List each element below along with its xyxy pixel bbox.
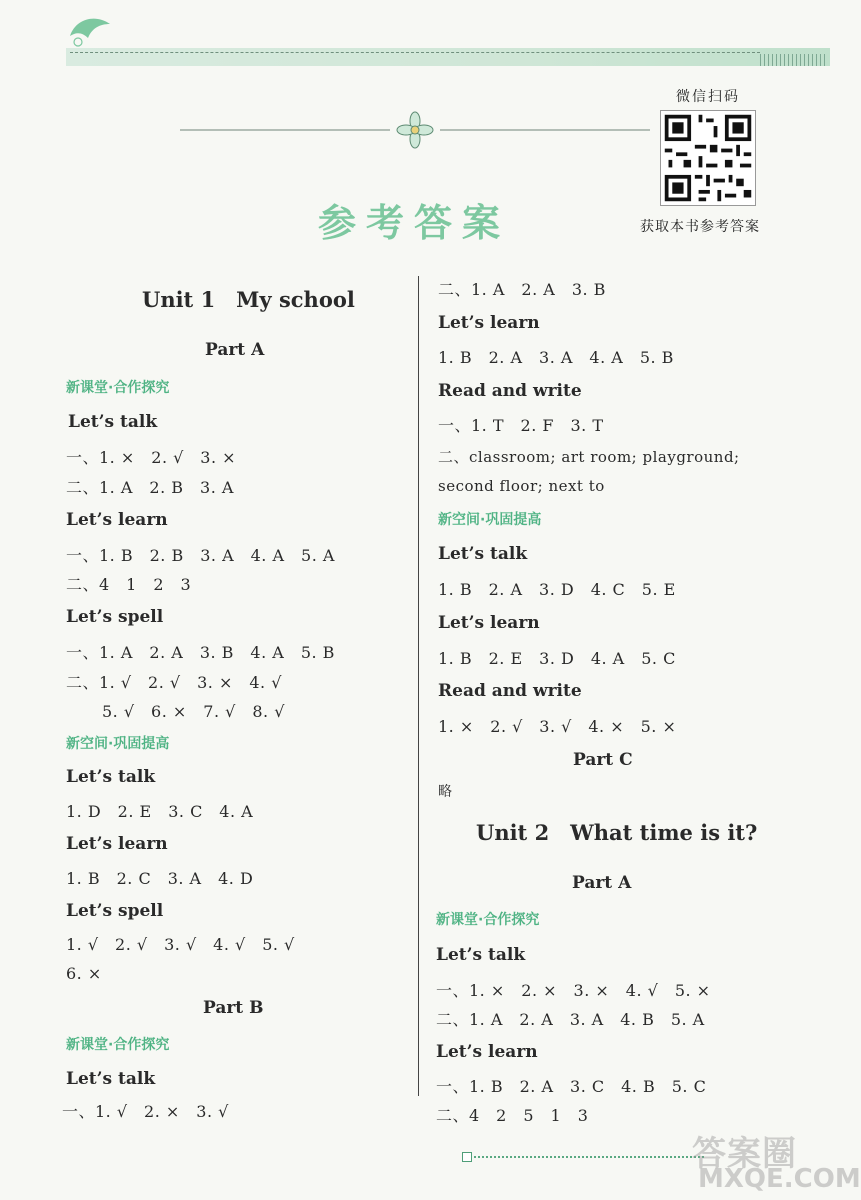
answer-line: 一、1. √ 2. × 3. √ xyxy=(62,1102,229,1121)
subsection-heading: Let’s talk xyxy=(66,1069,156,1089)
qr-caption: 微信扫码 xyxy=(676,89,740,105)
section-label: 新课堂·合作探究 xyxy=(436,912,540,928)
answer-line: 一、1. T 2. F 3. T xyxy=(438,416,604,435)
qr-subcaption: 获取本书参考答案 xyxy=(640,219,760,235)
subsection-heading: Let’s learn xyxy=(66,510,168,530)
answer-line: 1. × 2. √ 3. √ 4. × 5. × xyxy=(438,717,677,736)
answer-line: 1. D 2. E 3. C 4. A xyxy=(66,802,254,821)
unit-title: Unit 1 My school xyxy=(142,287,355,312)
page-title: 参考答案 xyxy=(318,201,511,245)
answer-line: 二、4 1 2 3 xyxy=(66,575,192,594)
leaf-logo-icon xyxy=(66,10,114,50)
section-label: 新空间·巩固提高 xyxy=(438,512,542,528)
answer-line: 二、classroom; art room; playground; xyxy=(438,448,740,466)
subsection-heading: Let’s talk xyxy=(68,412,158,432)
answer-line: 一、1. A 2. A 3. B 4. A 5. B xyxy=(66,643,335,662)
answer-line: 1. B 2. A 3. A 4. A 5. B xyxy=(438,348,674,367)
answer-line: 5. √ 6. × 7. √ 8. √ xyxy=(102,702,285,721)
header-stripes xyxy=(760,54,826,66)
answer-line: 略 xyxy=(438,784,453,800)
answer-line: 一、1. × 2. × 3. × 4. √ 5. × xyxy=(436,981,711,1000)
answer-line: 一、1. B 2. B 3. A 4. A 5. A xyxy=(66,546,335,565)
answer-line: second floor; next to xyxy=(438,477,605,495)
part-heading: Part A xyxy=(572,873,632,893)
subsection-heading: Let’s talk xyxy=(438,544,528,564)
answer-line: 二、1. A 2. B 3. A xyxy=(66,478,234,497)
subsection-heading: Let’s learn xyxy=(438,613,540,633)
header-band xyxy=(66,48,830,66)
answer-line: 一、1. B 2. A 3. C 4. B 5. C xyxy=(436,1077,707,1096)
answer-line: 1. B 2. C 3. A 4. D xyxy=(66,869,254,888)
answer-line: 二、1. A 2. A 3. B xyxy=(438,280,606,299)
watermark-url: MXQE.COM xyxy=(698,1164,861,1194)
answer-line: 6. × xyxy=(66,964,102,983)
answer-line: 二、1. A 2. A 3. A 4. B 5. A xyxy=(436,1010,705,1029)
subsection-heading: Let’s talk xyxy=(436,945,526,965)
title-ornament-icon xyxy=(180,112,650,152)
watermark-logo: 答案圈 xyxy=(692,1134,797,1174)
part-heading: Part C xyxy=(573,750,633,770)
footer-marker xyxy=(462,1152,472,1162)
answer-line: 二、4 2 5 1 3 xyxy=(436,1106,589,1125)
answer-line: 一、1. × 2. √ 3. × xyxy=(66,448,237,467)
part-heading: Part A xyxy=(205,340,265,360)
answer-line: 二、1. √ 2. √ 3. × 4. √ xyxy=(66,673,282,692)
subsection-heading: Let’s talk xyxy=(66,767,156,787)
subsection-heading: Read and write xyxy=(438,681,582,701)
subsection-heading: Let’s learn xyxy=(438,313,540,333)
answer-line: 1. B 2. E 3. D 4. A 5. C xyxy=(438,649,676,668)
qr-code-icon[interactable] xyxy=(660,110,756,206)
footer-dotted-line xyxy=(474,1156,704,1158)
section-label: 新课堂·合作探究 xyxy=(66,1037,170,1053)
answer-line: 1. B 2. A 3. D 4. C 5. E xyxy=(438,580,676,599)
unit-title: Unit 2 What time is it? xyxy=(476,820,758,845)
header-dashed-line xyxy=(70,52,760,53)
subsection-heading: Let’s learn xyxy=(66,834,168,854)
section-label: 新课堂·合作探究 xyxy=(66,380,170,396)
answer-line: 1. √ 2. √ 3. √ 4. √ 5. √ xyxy=(66,935,295,954)
subsection-heading: Read and write xyxy=(438,381,582,401)
column-divider xyxy=(418,276,419,1096)
section-label: 新空间·巩固提高 xyxy=(66,736,170,752)
part-heading: Part B xyxy=(203,998,264,1018)
subsection-heading: Let’s learn xyxy=(436,1042,538,1062)
subsection-heading: Let’s spell xyxy=(66,607,164,627)
subsection-heading: Let’s spell xyxy=(66,901,164,921)
